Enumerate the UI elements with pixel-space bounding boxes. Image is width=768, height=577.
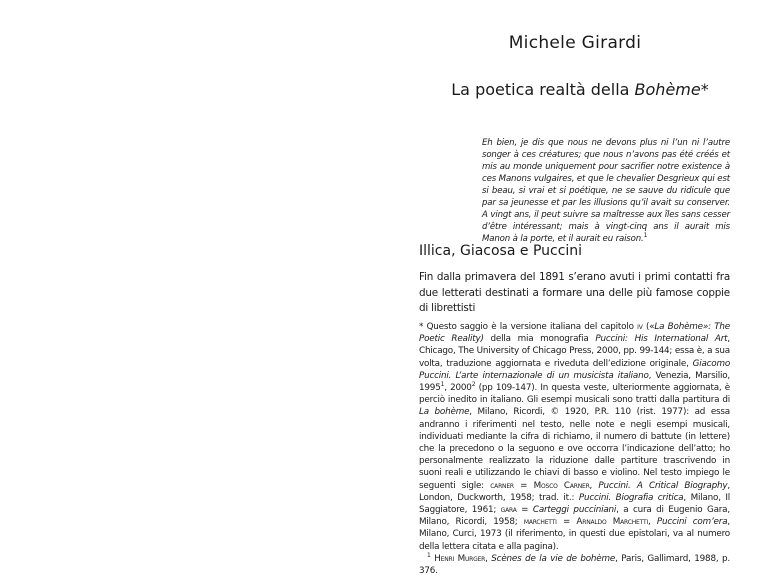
title-footnote-mark: * bbox=[700, 80, 709, 99]
footnote-1: $^1$ Henri Murger, Scènes de la vie de bohème, Paris, Gallimard, 1988, p. 376. bbox=[419, 551, 730, 577]
author-name: Michele Girardi bbox=[508, 33, 642, 53]
title-text: La poetica realtà della bbox=[451, 80, 635, 99]
epigraph bbox=[482, 137, 730, 245]
essay-title bbox=[430, 80, 730, 99]
footnotes bbox=[419, 321, 730, 577]
section-heading: Illica, Giacosa e Puccini bbox=[419, 243, 583, 259]
footnote-star: * Questo saggio è la versione italiana del capitolo iv («La Bohème»: The Poetic Reality) della mia monografia Puccini: His International Art, Chicago, The University of Chicago Press, 2000, pp. 99-144; essa è, a sua volta, traduzione aggiornata e riveduta dell’edizione originale, Giacomo Puccini. L’arte internazionale di un musicista italiano, Venezia, Marsilio, 1995$^1$, 2000$^2$ (pp 109-147). In questa veste, ulteriormente aggiornata, è perciò inedito in italiano. Gli esempi musicali sono tratti dalla partitura di La bohème, Milano, Ricordi, © 1920, P.R. 110 (rist. 1977): ad essa andranno i riferimenti nel testo, nelle note e negli esempi musicali, individuati mediante la cifra di richiamo, il numero di battute (in lettere) che la precedono o la seguono e ove occorra l’indicazione dell’atto; ho personalmente realizzato la riduzione dalle partiture trascrivendo in suoni reali e utilizzando le chiavi di basso e violino. Nel testo impiego le seguenti sigle: carner = Mosco Carner, Puccini. A Critical Biography, London, Duckworth, 1958; trad. it.: Puccini. Biografia critica, Milano, Il Saggiatore, 1961; gara = Carteggi pucciniani, a cura di Eugenio Gara, Milano, Ricordi, 1958; marchetti = Arnaldo Marchetti, Puccini com’era, Milano, Curci, 1973 (il riferimento, in questi due epistolari, va al numero della lettera citata e alla pagina). bbox=[419, 322, 731, 552]
epigraph-text: Eh bien, je dis que nous ne devons plus ni l’un ni l’autre songer à ces créatures; que nous n’avons pas été créés et mis au monde uniquement pour sacrifier notre existence à ces Manons vulgaires, et que le chevalier Desgrieux qui est si beau, si vrai et si poétique, ne se sauve du ridicule que par sa jeunesse et par les illusions qu’il avait su conserver. A vingt ans, il peut suivre sa maîtresse aux îles sans cesser d’être intéressant; mais à vingt-cinq ans il aurait mis Manon à la porte, et il aurait eu raison. bbox=[482, 138, 730, 244]
body-paragraph: Fin dalla primavera del 1891 s’erano avuti i primi contatti fra due letterati destinati a formare una delle più famose coppie di librettisti bbox=[419, 271, 730, 314]
epigraph-footnote-ref: 1 bbox=[643, 232, 648, 240]
title-opera: Bohème bbox=[634, 80, 701, 99]
